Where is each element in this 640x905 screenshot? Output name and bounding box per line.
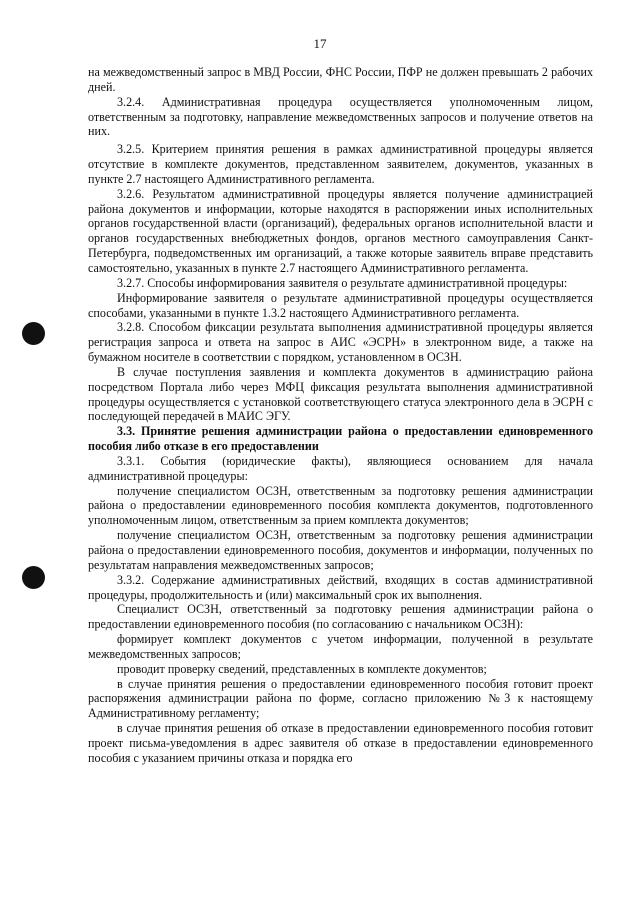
paragraph: проводит проверку сведений, представленных в комплекте документов; xyxy=(117,661,487,676)
paragraph-3-3-1: 3.3.1. События (юридические факты), являющиеся основанием для начала административной процедуры: xyxy=(88,453,593,483)
paragraph: Специалист ОСЗН, ответственный за подготовку решения администрации района о предоставлении единовременного пособия (по согласованию с начальником ОСЗН): xyxy=(88,602,593,632)
binder-hole-bottom xyxy=(22,566,45,589)
paragraph: формирует комплект документов с учетом информации, полученной в результате межведомственных запросов; xyxy=(88,632,593,661)
paragraph-3-2-6: 3.2.6. Результатом административной процедуры является получение администрацией района документов и информации, которые находятся в распоряжении иных исполнительных органов государственной власти (организаций), федеральных органов исполнительной власти и органов государственных внебюджетных фондов, органов местного самоуправления Санкт-Петербурга, подведомственных им организаций, а также которые заявитель вправе представить самостоятельно, указанных в пункте 2.7 настоящего Административного регламента. xyxy=(88,186,593,275)
paragraph: в случае принятия решения об отказе в предоставлении единовременного пособия готовит проект письма-уведомления в адрес заявителя об отказе в предоставлении единовременного пособия с указанием причины отказа и порядка его xyxy=(88,721,593,765)
paragraph: В случае поступления заявления и комплекта документов в администрацию района посредством Портала либо через МФЦ фиксация результата выполнения административной процедуры осуществляется с установкой соответствующего статуса электронного дела в ЭСРН с последующей передачей в МАИС ЭГУ. xyxy=(88,364,593,424)
paragraph: получение специалистом ОСЗН, ответственным за подготовку решения администрации района о предоставлении единовременного пособия, документов и информации, полученных по результатам направления межведомственных запросов; xyxy=(88,528,593,572)
paragraph-3-2-5: 3.2.5. Критерием принятия решения в рамках административной процедуры является отсутствие в комплекте документов, представленном заявителем, документов, указанных в пункте 2.7 настоящего Административного регламента. xyxy=(88,142,593,186)
paragraph: на межведомственный запрос в МВД России, ФНС России, ПФР не должен превышать 2 рабочих дней. xyxy=(88,65,593,94)
document-body xyxy=(88,65,593,766)
paragraph: в случае принятия решения о предоставлении единовременного пособия готовит проект распоряжения администрации района по форме, согласно приложению №3 к настоящему Административному регламенту; xyxy=(88,676,593,721)
paragraph: Информирование заявителя о результате административной процедуры осуществляется способами, указанными в пункте 1.3.2 настоящего Административного регламента. xyxy=(88,290,593,320)
binder-hole-top xyxy=(22,322,45,345)
section-heading-3-3: 3.3. Принятие решения администрации района о предоставлении единовременного пособия либо отказе в его предоставлении xyxy=(88,424,593,454)
paragraph-3-2-7: 3.2.7. Способы информирования заявителя о результате административной процедуры: xyxy=(117,275,568,290)
paragraph-3-3-2: 3.3.2. Содержание административных действий, входящих в состав административной процедуры, продолжительность и (или) максимальный срок их выполнения. xyxy=(88,572,593,602)
paragraph-3-2-8: 3.2.8. Способом фиксации результата выполнения административной процедуры является регистрация запроса и ответа на запрос в АИС «ЭСРН» в электронном виде, а также на бумажном носителе в соответствии с порядком, установленном в ОСЗН. xyxy=(88,320,593,365)
page-number: 17 xyxy=(313,36,327,51)
paragraph-3-2-4: 3.2.4. Административная процедура осуществляется уполномоченным лицом, ответственным за подготовку, направление межведомственных запросов и получение ответов на них. xyxy=(88,94,593,139)
paragraph: получение специалистом ОСЗН, ответственным за подготовку решения администрации района о предоставлении единовременного пособия комплекта документов, подготовленного уполномоченным лицом, ответственным за прием комплекта документов; xyxy=(88,483,593,528)
